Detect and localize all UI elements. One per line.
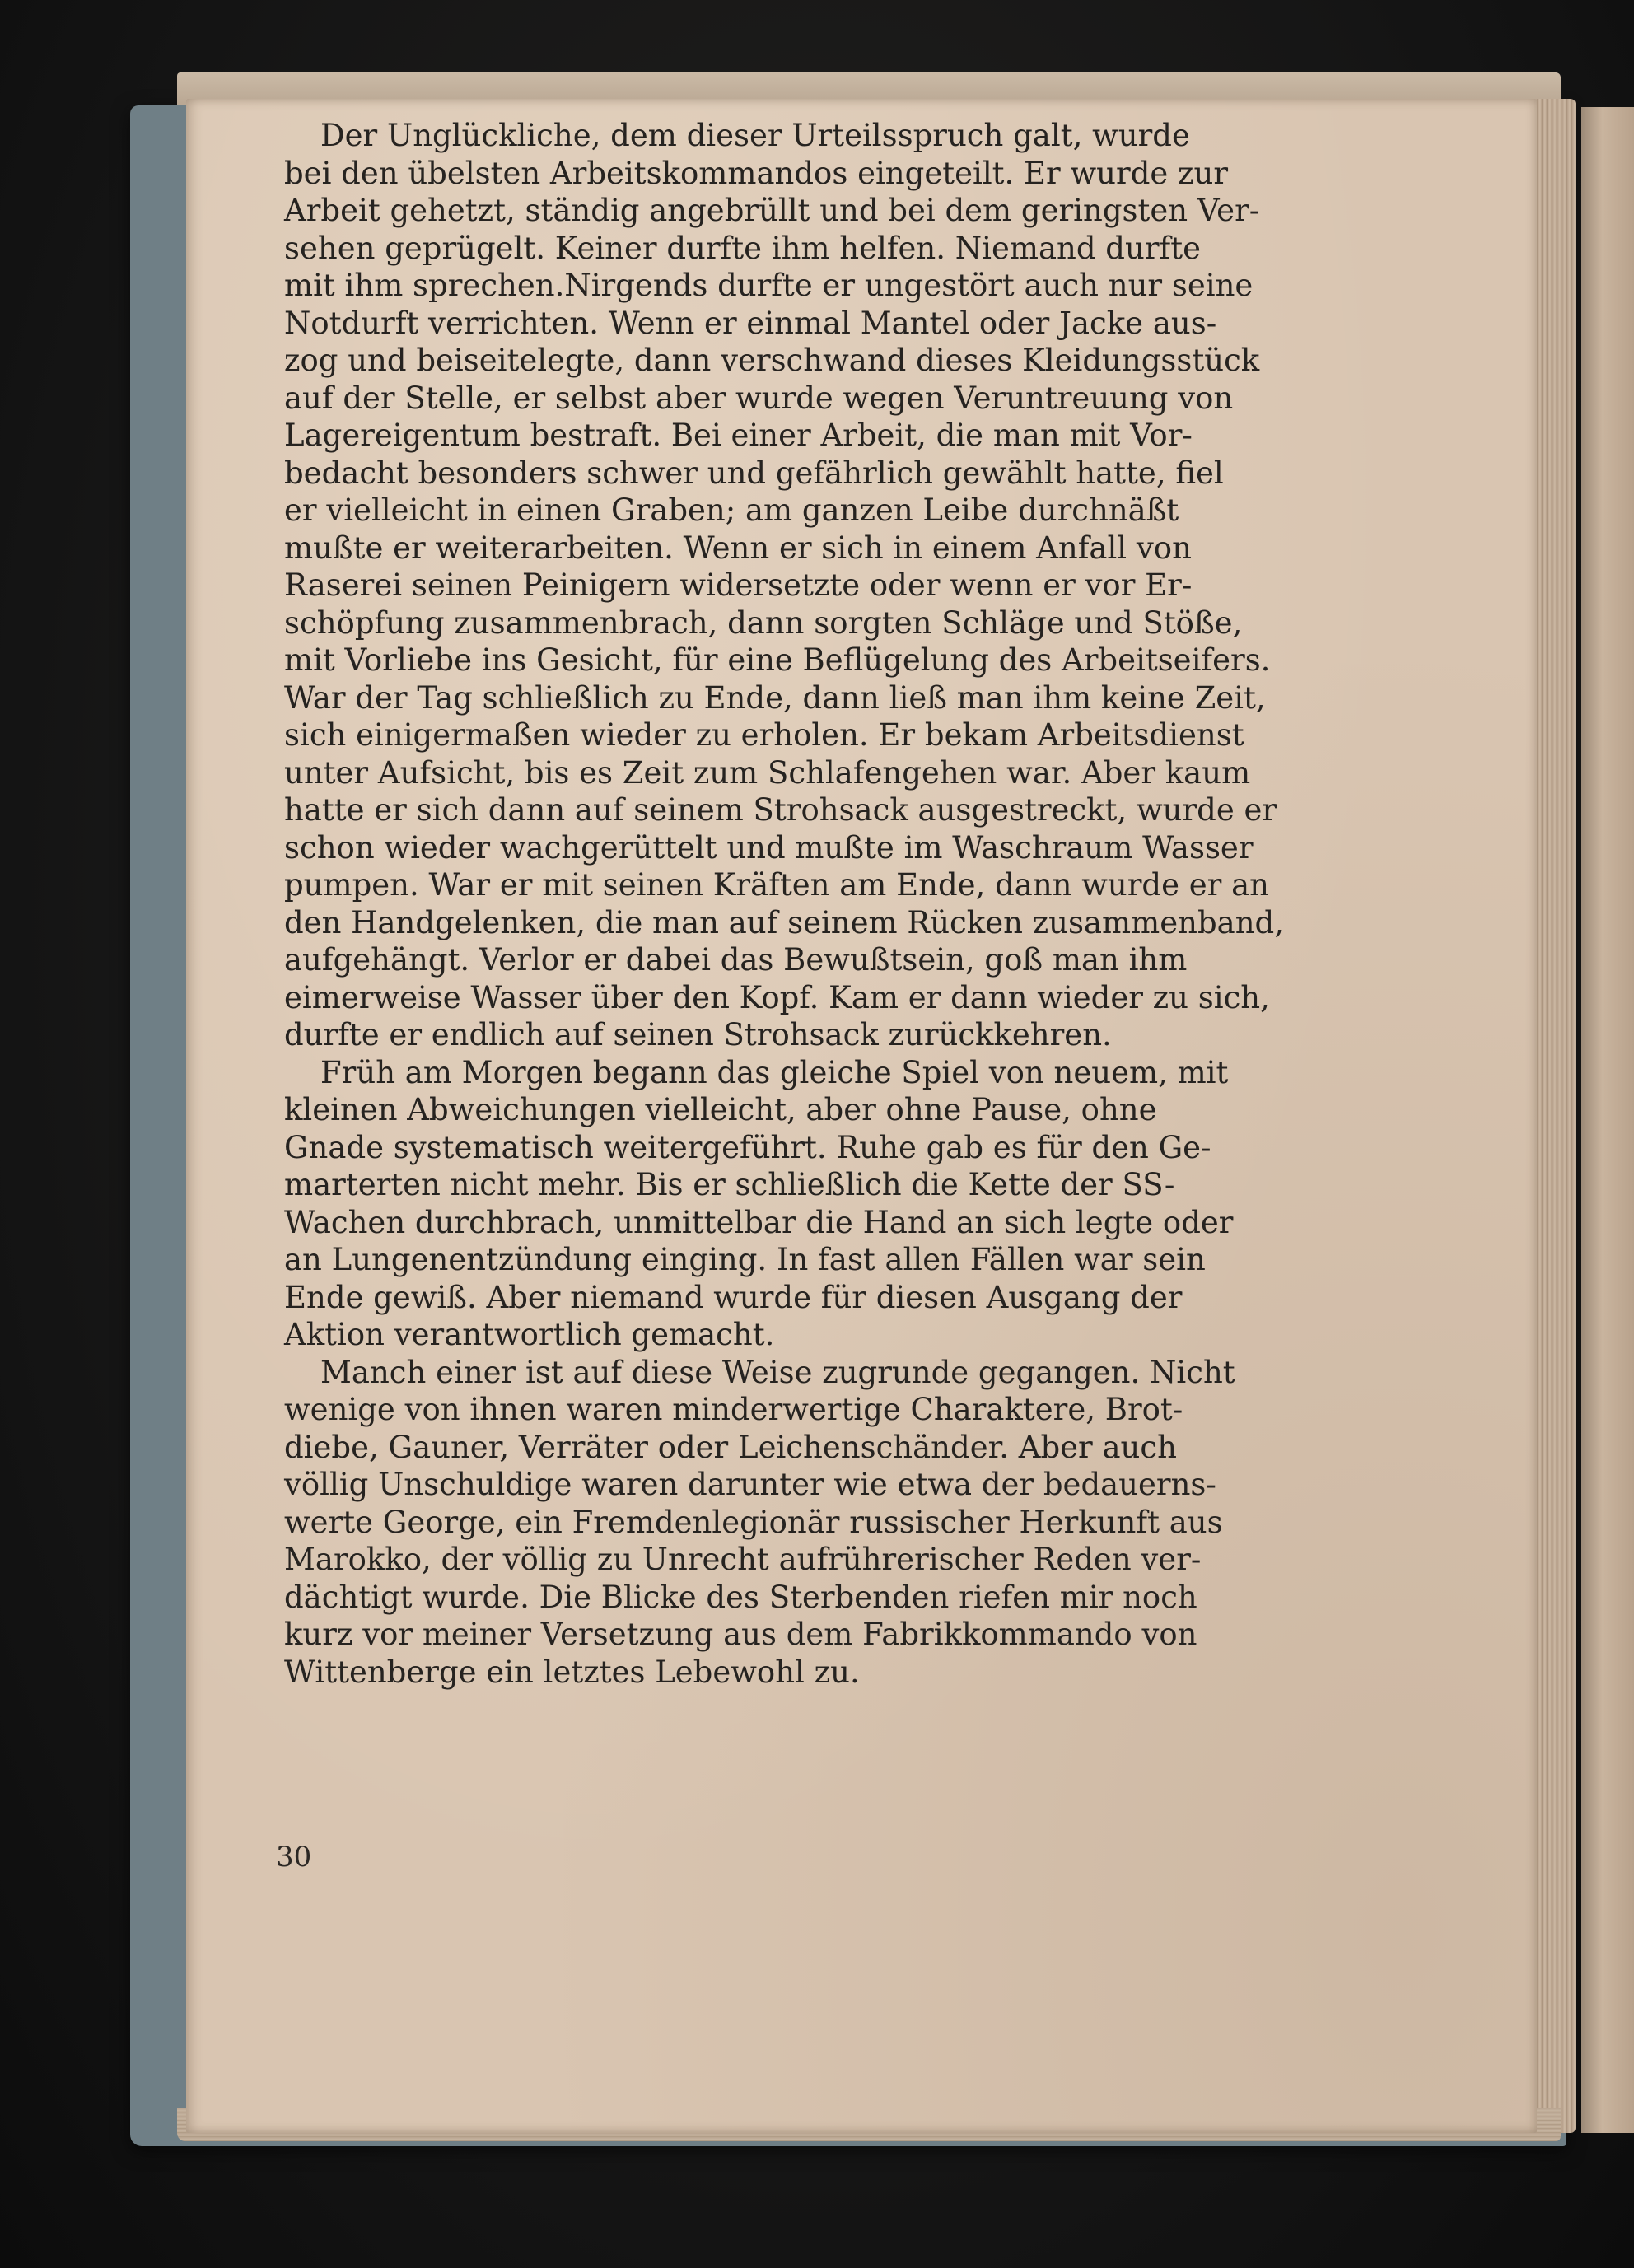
text-line: auf der Stelle, er selbst aber wurde wegen Veruntreuung von (284, 380, 1234, 416)
text-line: Gnade systematisch weitergeführt. Ruhe gab es für den Ge- (284, 1129, 1211, 1165)
text-line: dächtigt wurde. Die Blicke des Sterbenden riefen mir noch (284, 1579, 1197, 1615)
text-line: Wittenberge ein letztes Lebewohl zu. (284, 1654, 860, 1690)
text-line: Marokko, der völlig zu Unrecht aufrührerischer Reden ver- (284, 1542, 1202, 1577)
text-line: kleinen Abweichungen vielleicht, aber ohne Pause, ohne (284, 1092, 1157, 1127)
text-line: diebe, Gauner, Verräter oder Leichenschänder. Aber auch (284, 1429, 1177, 1465)
text-line: wenige von ihnen waren minderwertige Charaktere, Brot- (284, 1392, 1183, 1427)
text-line: pumpen. War er mit seinen Kräften am Ende, dann wurde er an (284, 867, 1269, 903)
text-line: bei den übelsten Arbeitskommandos eingeteilt. Er wurde zur (284, 155, 1229, 191)
text-line: eimerweise Wasser über den Kopf. Kam er dann wieder zu sich, (284, 979, 1270, 1015)
text-line: Ende gewiß. Aber niemand wurde für diesen Ausgang der (284, 1279, 1183, 1315)
paragraph-1 (284, 117, 1297, 1054)
page-text (284, 117, 1297, 1691)
text-line: Raserei seinen Peinigern widersetzte oder wenn er vor Er- (284, 567, 1193, 603)
text-line: an Lungenentzündung einging. In fast allen Fällen war sein (284, 1242, 1206, 1277)
text-line: Lagereigentum bestraft. Bei einer Arbeit, die man mit Vor- (284, 418, 1193, 453)
text-line: Aktion verantwortlich gemacht. (284, 1317, 775, 1352)
text-line: Wachen durchbrach, unmittelbar die Hand an sich legte oder (284, 1204, 1234, 1240)
text-line: mit ihm sprechen.Nirgends durfte er ungestört auch nur seine (284, 268, 1254, 303)
text-line: unter Aufsicht, bis es Zeit zum Schlafengehen war. Aber kaum (284, 754, 1251, 791)
page-number: 30 (276, 1841, 312, 1874)
text-line: schöpfung zusammenbrach, dann sorgten Schläge und Stöße, (284, 604, 1243, 641)
text-line: Der Unglückliche, dem dieser Urteilsspruch galt, wurde (320, 118, 1190, 153)
text-line: kurz vor meiner Versetzung aus dem Fabrikkommando von (284, 1617, 1197, 1652)
paragraph-2 (284, 1054, 1297, 1354)
text-line: hatte er sich dann auf seinem Strohsack ausgestreckt, wurde er (284, 792, 1277, 828)
text-line: Früh am Morgen begann das gleiche Spiel von neuem, mit (320, 1054, 1229, 1090)
text-line: er vielleicht in einen Graben; am ganzen Leibe durchnäßt (284, 492, 1179, 528)
text-line: zog und beiseitelegte, dann verschwand dieses Kleidungsstück (284, 343, 1260, 378)
text-line: völlig Unschuldige waren darunter wie etwa der bedauerns- (284, 1467, 1216, 1502)
text-line: sich einigermaßen wieder zu erholen. Er bekam Arbeitsdienst (284, 717, 1244, 753)
text-line: aufgehängt. Verlor er dabei das Bewußtsein, goß man ihm (284, 942, 1188, 978)
text-line: marterten nicht mehr. Bis er schließlich die Kette der SS- (284, 1167, 1175, 1202)
text-line: War der Tag schließlich zu Ende, dann ließ man ihm keine Zeit, (284, 679, 1266, 716)
text-line: schon wieder wachgerüttelt und mußte im Waschraum Wasser (284, 829, 1254, 866)
text-line: Arbeit gehetzt, ständig angebrüllt und bei dem geringsten Ver- (284, 193, 1260, 228)
next-page-edge (1581, 107, 1634, 2133)
text-line: werte George, ein Fremdenlegionär russischer Herkunft aus (284, 1504, 1223, 1540)
text-line: mit Vorliebe ins Gesicht, für eine Beflügelung des Arbeitseifers. (284, 642, 1271, 678)
text-line: durfte er endlich auf seinen Strohsack zurückkehren. (284, 1017, 1112, 1052)
paragraph-3 (284, 1354, 1297, 1692)
text-line: sehen geprügelt. Keiner durfte ihm helfen. Niemand durfte (284, 230, 1201, 266)
text-line: bedacht besonders schwer und gefährlich gewählt hatte, fiel (284, 455, 1224, 491)
text-line: den Handgelenken, die man auf seinem Rücken zusammenband, (284, 904, 1284, 940)
text-line: Manch einer ist auf diese Weise zugrunde gegangen. Nicht (320, 1354, 1235, 1390)
text-line: Notdurft verrichten. Wenn er einmal Mantel oder Jacke aus- (284, 305, 1217, 341)
text-line: mußte er weiterarbeiten. Wenn er sich in einem Anfall von (284, 530, 1192, 566)
